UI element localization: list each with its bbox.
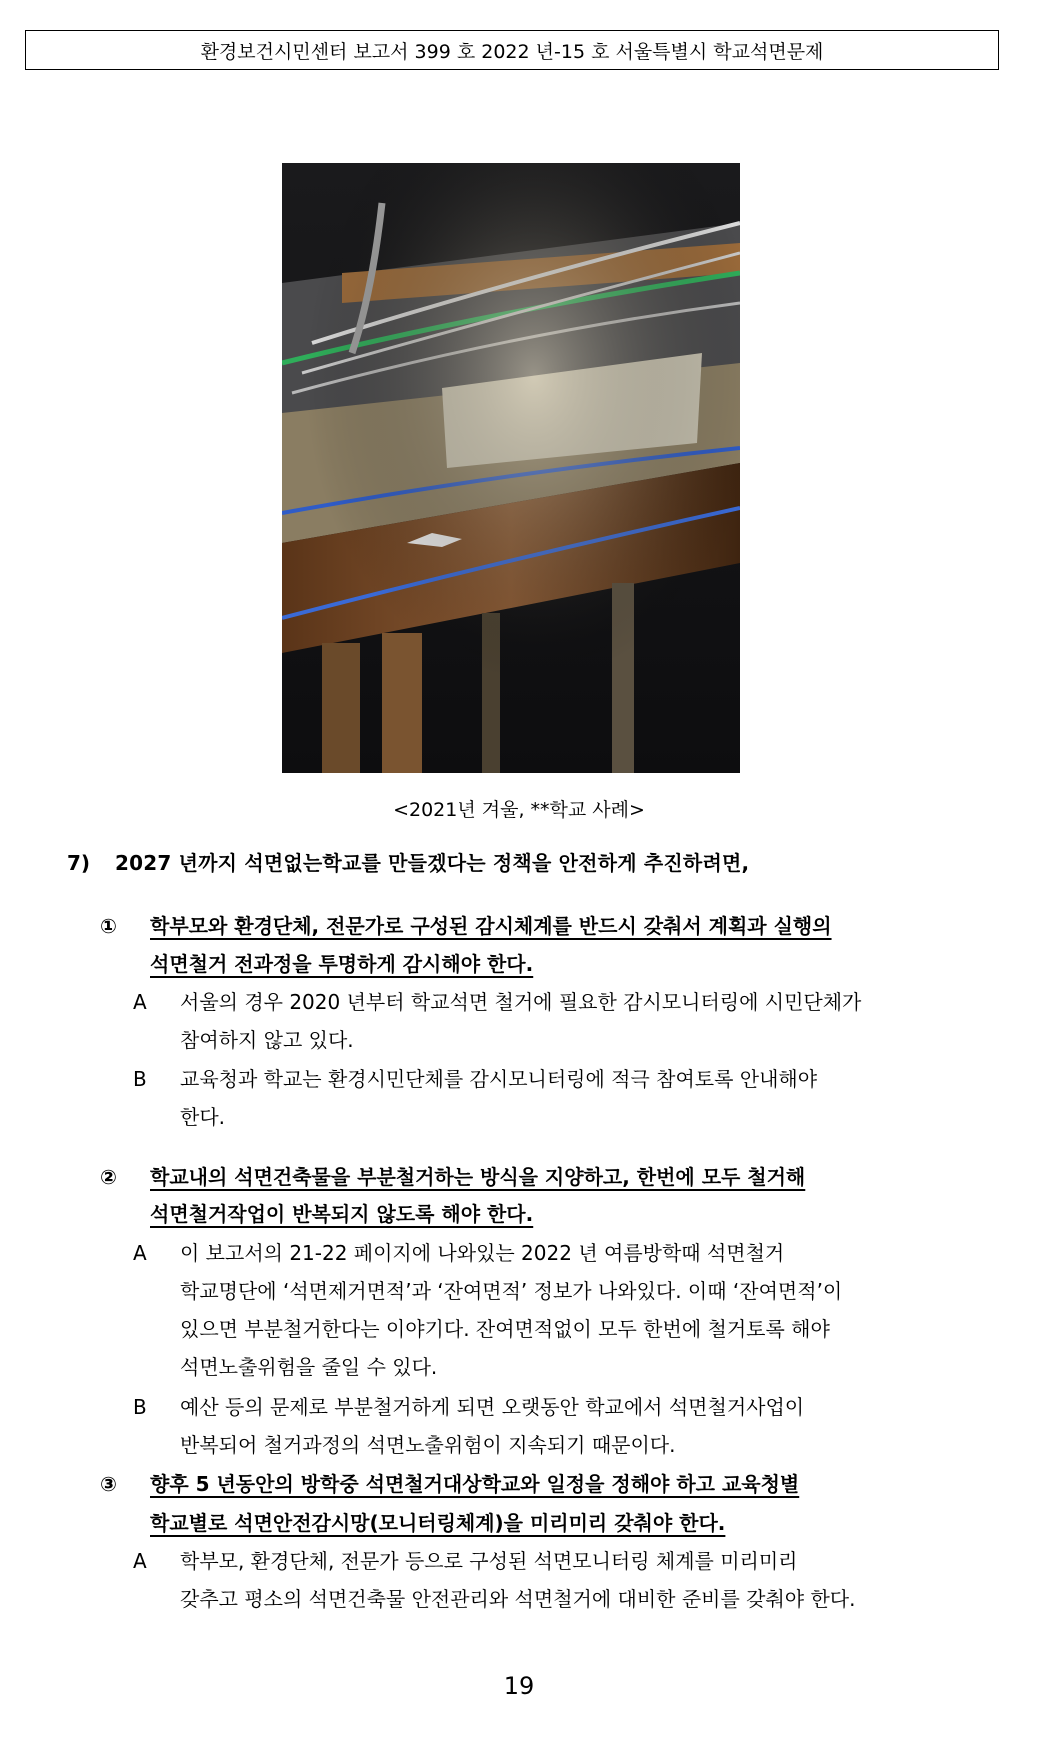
report-header-box bbox=[25, 30, 999, 70]
ceiling-asbestos-photo bbox=[282, 163, 740, 773]
sub-label-2b: B bbox=[133, 1395, 147, 1419]
sub-text-2a-line-3: 있으면 부분철거한다는 이야기다. 잔여면적없이 모두 한번에 철거토록 해야 bbox=[180, 1317, 830, 1341]
sub-text-3a-line-2: 갖추고 평소의 석면건축물 안전관리와 석면철거에 대비한 준비를 갖춰야 한다. bbox=[180, 1587, 856, 1611]
sub-text-2a-line-4: 석면노출위험을 줄일 수 있다. bbox=[180, 1355, 438, 1379]
section-title: 2027 년까지 석면없는학교를 만들겠다는 정책을 안전하게 추진하려면, bbox=[115, 851, 750, 875]
item-heading-2-line-2: 석면철거작업이 반복되지 않도록 해야 한다. bbox=[150, 1202, 534, 1226]
item-marker-2: ② bbox=[100, 1165, 117, 1189]
sub-label-1b: B bbox=[133, 1067, 147, 1091]
sub-label-2a: A bbox=[133, 1241, 147, 1265]
sub-text-2b-line-1: 예산 등의 문제로 부분철거하게 되면 오랫동안 학교에서 석면철거사업이 bbox=[180, 1395, 805, 1419]
sub-text-1b-line-1: 교육청과 학교는 환경시민단체를 감시모니터링에 적극 참여토록 안내해야 bbox=[180, 1067, 818, 1091]
photo-illustration bbox=[282, 163, 740, 773]
page-number: 19 bbox=[503, 1672, 535, 1700]
sub-label-3a: A bbox=[133, 1549, 147, 1573]
sub-label-1a: A bbox=[133, 990, 147, 1014]
item-marker-3: ③ bbox=[100, 1472, 117, 1496]
item-marker-1: ① bbox=[100, 914, 117, 938]
photo-caption: <2021년 겨울, **학교 사례> bbox=[393, 799, 645, 821]
item-heading-1-line-1: 학부모와 환경단체, 전문가로 구성된 감시체계를 반드시 갖춰서 계획과 실행의 bbox=[150, 914, 832, 938]
sub-text-1a-line-2: 참여하지 않고 있다. bbox=[180, 1028, 354, 1052]
item-heading-3-line-1: 향후 5 년동안의 방학중 석면철거대상학교와 일정을 정해야 하고 교육청별 bbox=[150, 1472, 800, 1496]
sub-text-2b-line-2: 반복되어 철거과정의 석면노출위험이 지속되기 때문이다. bbox=[180, 1433, 676, 1457]
sub-text-2a-line-1: 이 보고서의 21-22 페이지에 나와있는 2022 년 여름방학때 석면철거 bbox=[180, 1241, 785, 1265]
sub-text-1a-line-1: 서울의 경우 2020 년부터 학교석면 철거에 필요한 감시모니터링에 시민단체가 bbox=[180, 990, 862, 1014]
section-number: 7) bbox=[67, 851, 91, 875]
item-heading-3-line-2: 학교별로 석면안전감시망(모니터링체계)을 미리미리 갖춰야 한다. bbox=[150, 1511, 726, 1535]
item-heading-1-line-2: 석면철거 전과정을 투명하게 감시해야 한다. bbox=[150, 952, 534, 976]
sub-text-3a-line-1: 학부모, 환경단체, 전문가 등으로 구성된 석면모니터링 체계를 미리미리 bbox=[180, 1549, 798, 1573]
sub-text-2a-line-2: 학교명단에 ‘석면제거면적’과 ‘잔여면적’ 정보가 나와있다. 이때 ‘잔여면적’이 bbox=[180, 1279, 843, 1303]
report-header-title: 환경보건시민센터 보고서 399 호 2022 년-15 호 서울특별시 학교석면문제 bbox=[200, 40, 824, 63]
sub-text-1b-line-2: 한다. bbox=[180, 1105, 225, 1129]
item-heading-2-line-1: 학교내의 석면건축물을 부분철거하는 방식을 지양하고, 한번에 모두 철거해 bbox=[150, 1165, 806, 1189]
